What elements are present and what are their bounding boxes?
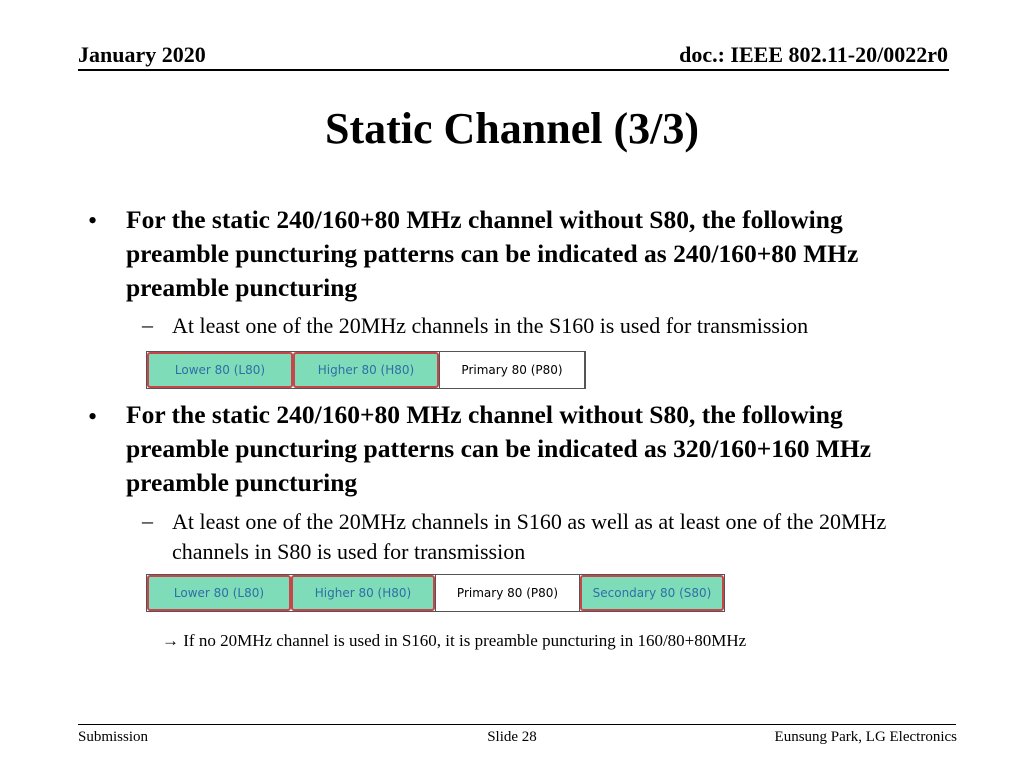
bullet-1-text: For the static 240/160+80 MHz channel without S80, the following preamble puncturing patterns can be indicated as 240/160+80 MHz preamble puncturing (126, 205, 859, 302)
sub-bullet-2-text: At least one of the 20MHz channels in S160 as well as at least one of the 20MHz channels in S80 is used for transmission (172, 509, 887, 564)
bullet-marker: • (88, 402, 98, 431)
header-divider (78, 69, 949, 71)
bullet-2-text: For the static 240/160+80 MHz channel without S80, the following preamble puncturing patterns can be indicated as 320/160+160 MHz preamble puncturing (126, 400, 872, 497)
header-doc-id: doc.: IEEE 802.11-20/0022r0 (679, 42, 948, 67)
channel-s80: Secondary 80 (S80) (580, 575, 724, 611)
channel-p80: Primary 80 (P80) (439, 352, 585, 388)
footer-slide-number: Slide 28 (487, 729, 537, 745)
header-date: January 2020 (78, 42, 206, 67)
channel-l80: Lower 80 (L80) (147, 575, 291, 611)
arrow-right-icon: → (162, 631, 179, 650)
footer-divider (78, 724, 956, 725)
footer-submission: Submission (78, 729, 149, 745)
channel-p80: Primary 80 (P80) (435, 575, 580, 611)
sub-bullet-marker: – (142, 312, 153, 337)
channel-h80: Higher 80 (H80) (291, 575, 435, 611)
channel-l80: Lower 80 (L80) (147, 352, 293, 388)
channel-h80: Higher 80 (H80) (293, 352, 439, 388)
channel-diagram-1 (146, 351, 586, 389)
sub-bullet-marker: – (142, 508, 153, 533)
slide-title: Static Channel (3/3) (325, 104, 699, 153)
sub-bullet-1-text: At least one of the 20MHz channels in the S160 is used for transmission (172, 313, 809, 338)
bullet-marker: • (88, 206, 98, 235)
footer-author: Eunsung Park, LG Electronics (774, 729, 957, 745)
note-text: If no 20MHz channel is used in S160, it is preamble puncturing in 160/80+80MHz (183, 631, 747, 650)
conclusion-note (162, 631, 746, 651)
channel-diagram-2 (146, 574, 725, 612)
